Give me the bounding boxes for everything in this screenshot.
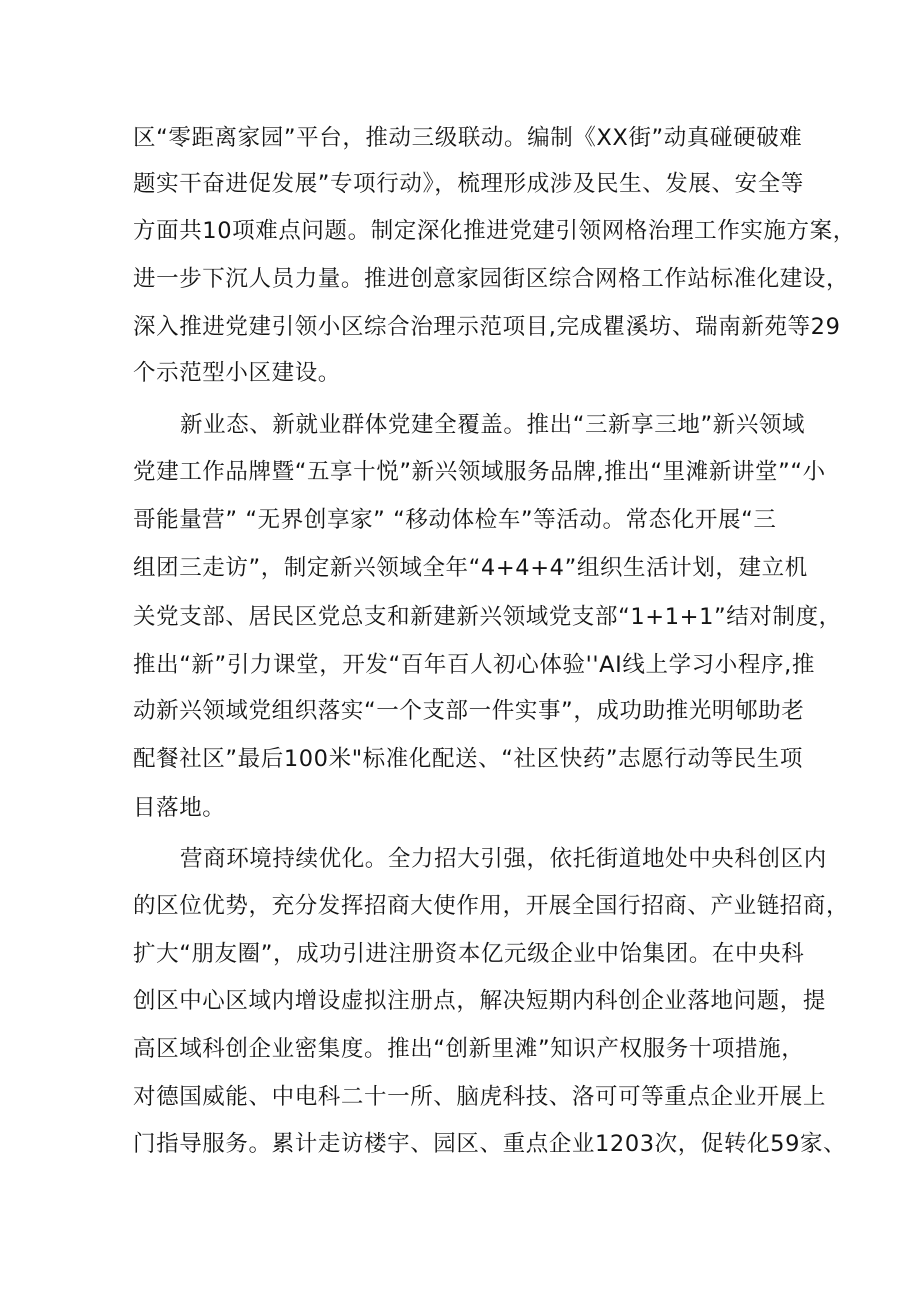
text-line-1: 区“零距离家园”平台，推动三级联动。编制《XX街”动真碰硬破难 xyxy=(133,125,803,151)
paragraph-2-line-1: 新业态、新就业群体党建全覆盖。推出“三新享三地”新兴领域 xyxy=(180,412,806,438)
paragraph-2-line-6: 推出“新”引力课堂，开发“百年百人初心体验''AI线上学习小程序,推 xyxy=(133,652,815,678)
paragraph-3-line-5: 高区域科创企业密集度。推出“创新里滩”知识产权服务十项措施， xyxy=(133,1036,805,1062)
text-line-5: 深入推进党建引领小区综合治理示范项目,完成瞿溪坊、瑞南新苑等29 xyxy=(133,314,841,340)
text-line-6: 个示范型小区建设。 xyxy=(133,360,341,386)
paragraph-3-line-6: 对德国威能、中电科二十一所、脑虎科技、洛可可等重点企业开展上 xyxy=(133,1084,827,1110)
paragraph-3-line-2: 的区位优势，充分发挥招商大使作用，开展全国行招商、产业链招商， xyxy=(133,893,850,919)
paragraph-3-line-7: 门指导服务。累计走访楼宇、园区、重点企业1203次，促转化59家、 xyxy=(133,1131,847,1157)
paragraph-3-line-4: 创区中心区域内增设虚拟注册点，解决短期内科创企业落地问题，提 xyxy=(133,988,827,1014)
paragraph-2-line-8: 配餐社区”最后100米"标准化配送、“社区快药”志愿行动等民生项 xyxy=(133,746,803,772)
text-line-4: 进一步下沉人员力量。推进创意家园街区综合网格工作站标准化建设， xyxy=(133,266,850,292)
paragraph-2-line-3: 哥能量营” “无界创享家” “移动体检车”等活动。常态化开展“三 xyxy=(133,507,777,533)
paragraph-2-line-7: 动新兴领域党组织落实“一个支部一件实事”，成功助推光明郇助老 xyxy=(133,698,805,724)
text-line-2: 题实干奋进促发展”专项行动》，梳理形成涉及民生、发展、安全等 xyxy=(133,171,804,197)
paragraph-3-line-1: 营商环境持续优化。全力招大引强，依托街道地处中央科创区内 xyxy=(180,846,827,872)
paragraph-2-line-4: 组团三走访”，制定新兴领域全年“4+4+4”组织生活计划，建立机 xyxy=(133,555,808,581)
paragraph-2-line-5: 关党支部、居民区党总支和新建新兴领域党支部“1+1+1”结对制度， xyxy=(133,604,842,630)
paragraph-3-line-3: 扩大“朋友圈”，成功引进注册资本亿元级企业中饴集团。在中央科 xyxy=(133,941,805,967)
paragraph-2-line-2: 党建工作品牌暨“五享十悦”新兴领域服务品牌,推出“里滩新讲堂”“小 xyxy=(133,459,826,485)
paragraph-2-line-9: 目落地。 xyxy=(133,795,226,821)
text-line-3: 方面共10项难点问题。制定深化推进党建引领网格治理工作实施方案， xyxy=(133,218,856,244)
